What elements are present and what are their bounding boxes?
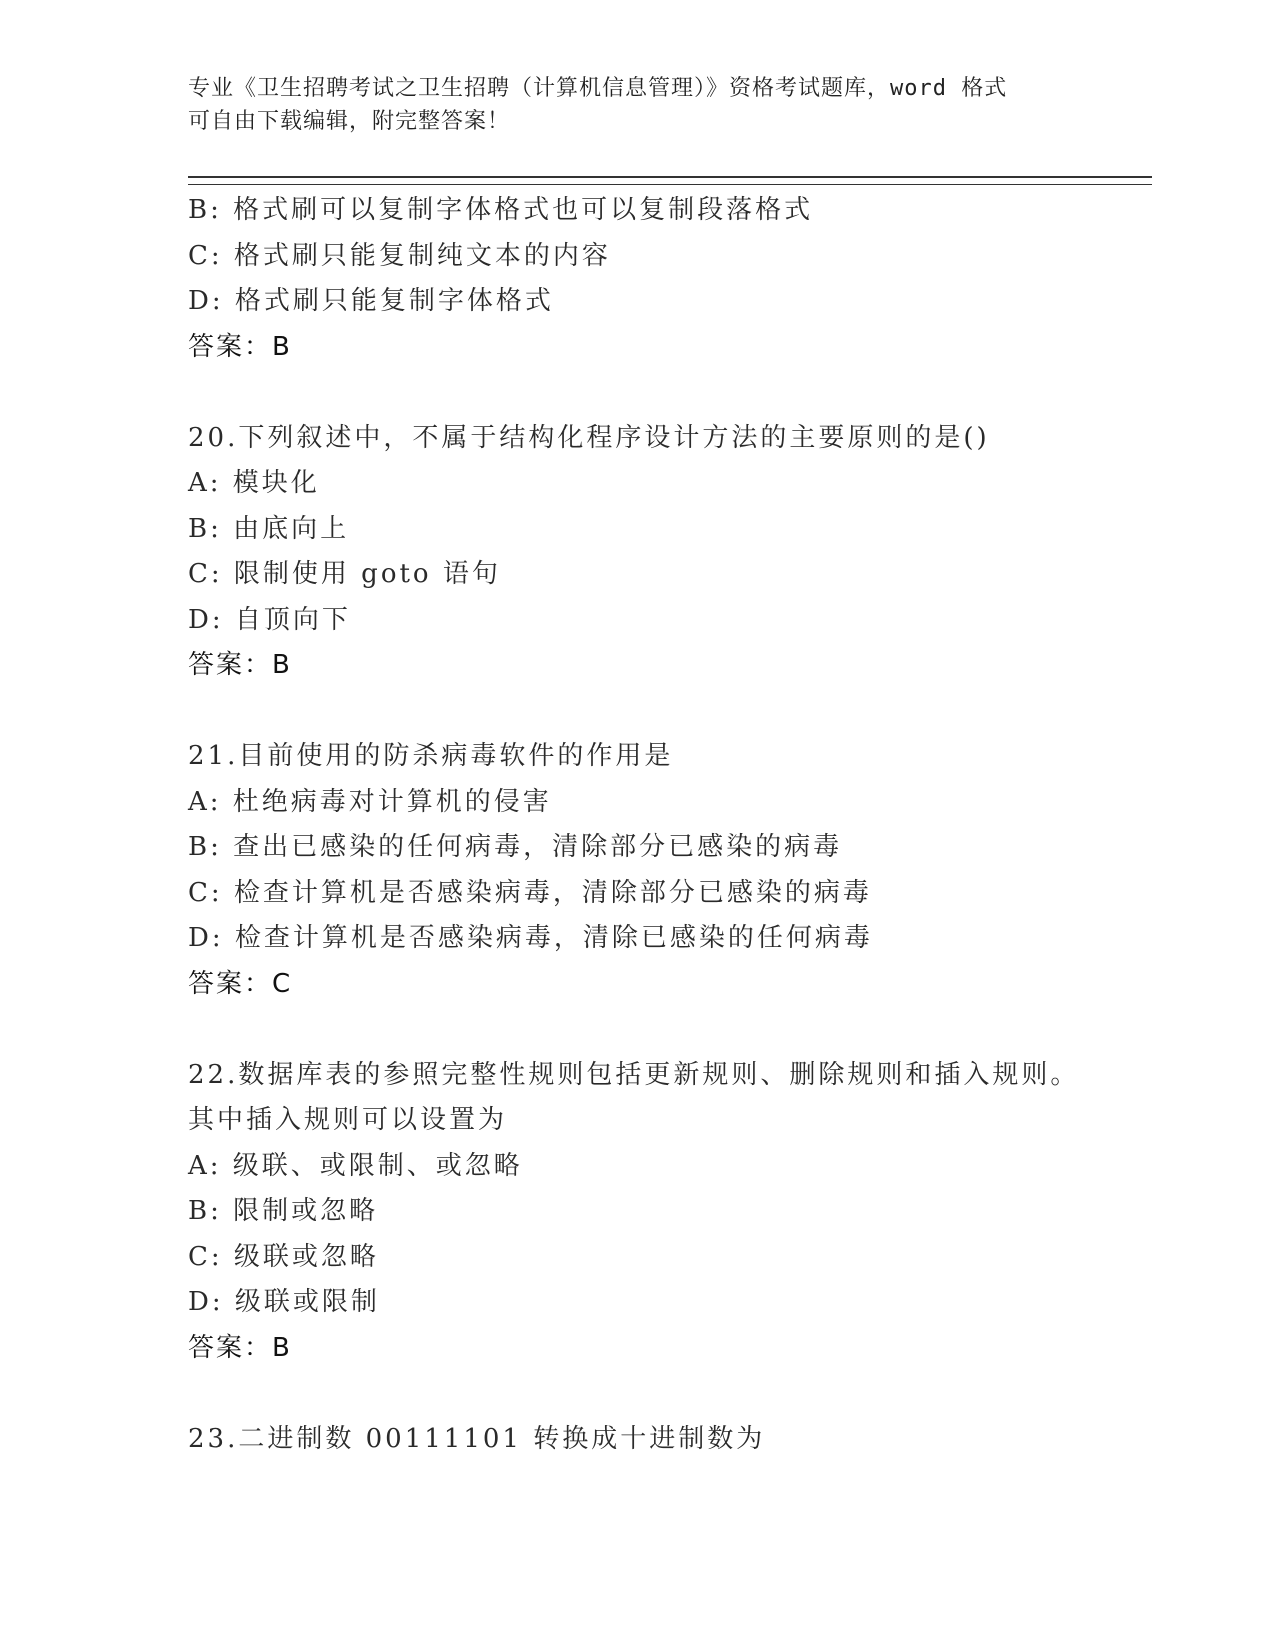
question-stem: 20.下列叙述中，不属于结构化程序设计方法的主要原则的是(): [188, 422, 990, 453]
option-b: B: 限制或忽略: [188, 1196, 379, 1226]
question-stem-line-2: 其中插入规则可以设置为: [188, 1105, 508, 1135]
header-divider: [188, 176, 1152, 185]
option-a: A: 杜绝病毒对计算机的侵害: [188, 786, 552, 817]
question-19-tail: [188, 188, 1152, 370]
answer-label: 答案：C: [188, 968, 293, 999]
spacer: [188, 1007, 1152, 1053]
document-header: [188, 72, 1068, 138]
option-b: B: 由底向上: [188, 513, 350, 544]
spacer: [188, 689, 1152, 735]
option-c: C: 格式刷只能复制纯文本的内容: [188, 240, 611, 271]
option-d: D: 自顶向下: [188, 604, 351, 635]
option-b: B: 查出已感染的任何病毒，清除部分已感染的病毒: [188, 832, 843, 862]
question-stem: 21.目前使用的防杀病毒软件的作用是: [188, 741, 674, 771]
option-a: A: 模块化: [188, 468, 320, 498]
question-22: [188, 1053, 1152, 1372]
option-c: C: 级联或忽略: [188, 1241, 379, 1272]
option-d: D: 检查计算机是否感染病毒，清除已感染的任何病毒: [188, 923, 873, 953]
option-a: A: 级联、或限制、或忽略: [188, 1150, 523, 1181]
question-23: [188, 1417, 1152, 1463]
option-b: B: 格式刷可以复制字体格式也可以复制段落格式: [188, 195, 814, 225]
spacer: [188, 1371, 1152, 1417]
header-line-1: 专业《卫生招聘考试之卫生招聘（计算机信息管理）》资格考试题库，word 格式: [188, 76, 1008, 101]
question-list: [188, 188, 1152, 1462]
option-d: D: 格式刷只能复制字体格式: [188, 286, 554, 316]
spacer: [188, 370, 1152, 416]
option-c: C: 检查计算机是否感染病毒，清除部分已感染的病毒: [188, 877, 872, 908]
question-stem: 23.二进制数 00111101 转换成十进制数为: [188, 1423, 766, 1454]
header-line-2: 可自由下载编辑，附完整答案！: [188, 109, 511, 134]
question-21: [188, 734, 1152, 1007]
option-d: D: 级联或限制: [188, 1287, 380, 1317]
answer-label: 答案：B: [188, 331, 292, 362]
question-20: [188, 416, 1152, 689]
option-c: C: 限制使用 goto 语句: [188, 559, 501, 589]
answer-label: 答案：B: [188, 1332, 292, 1363]
answer-label: 答案：B: [188, 650, 292, 680]
question-stem-line-1: 22.数据库表的参照完整性规则包括更新规则、删除规则和插入规则。: [188, 1059, 1080, 1090]
